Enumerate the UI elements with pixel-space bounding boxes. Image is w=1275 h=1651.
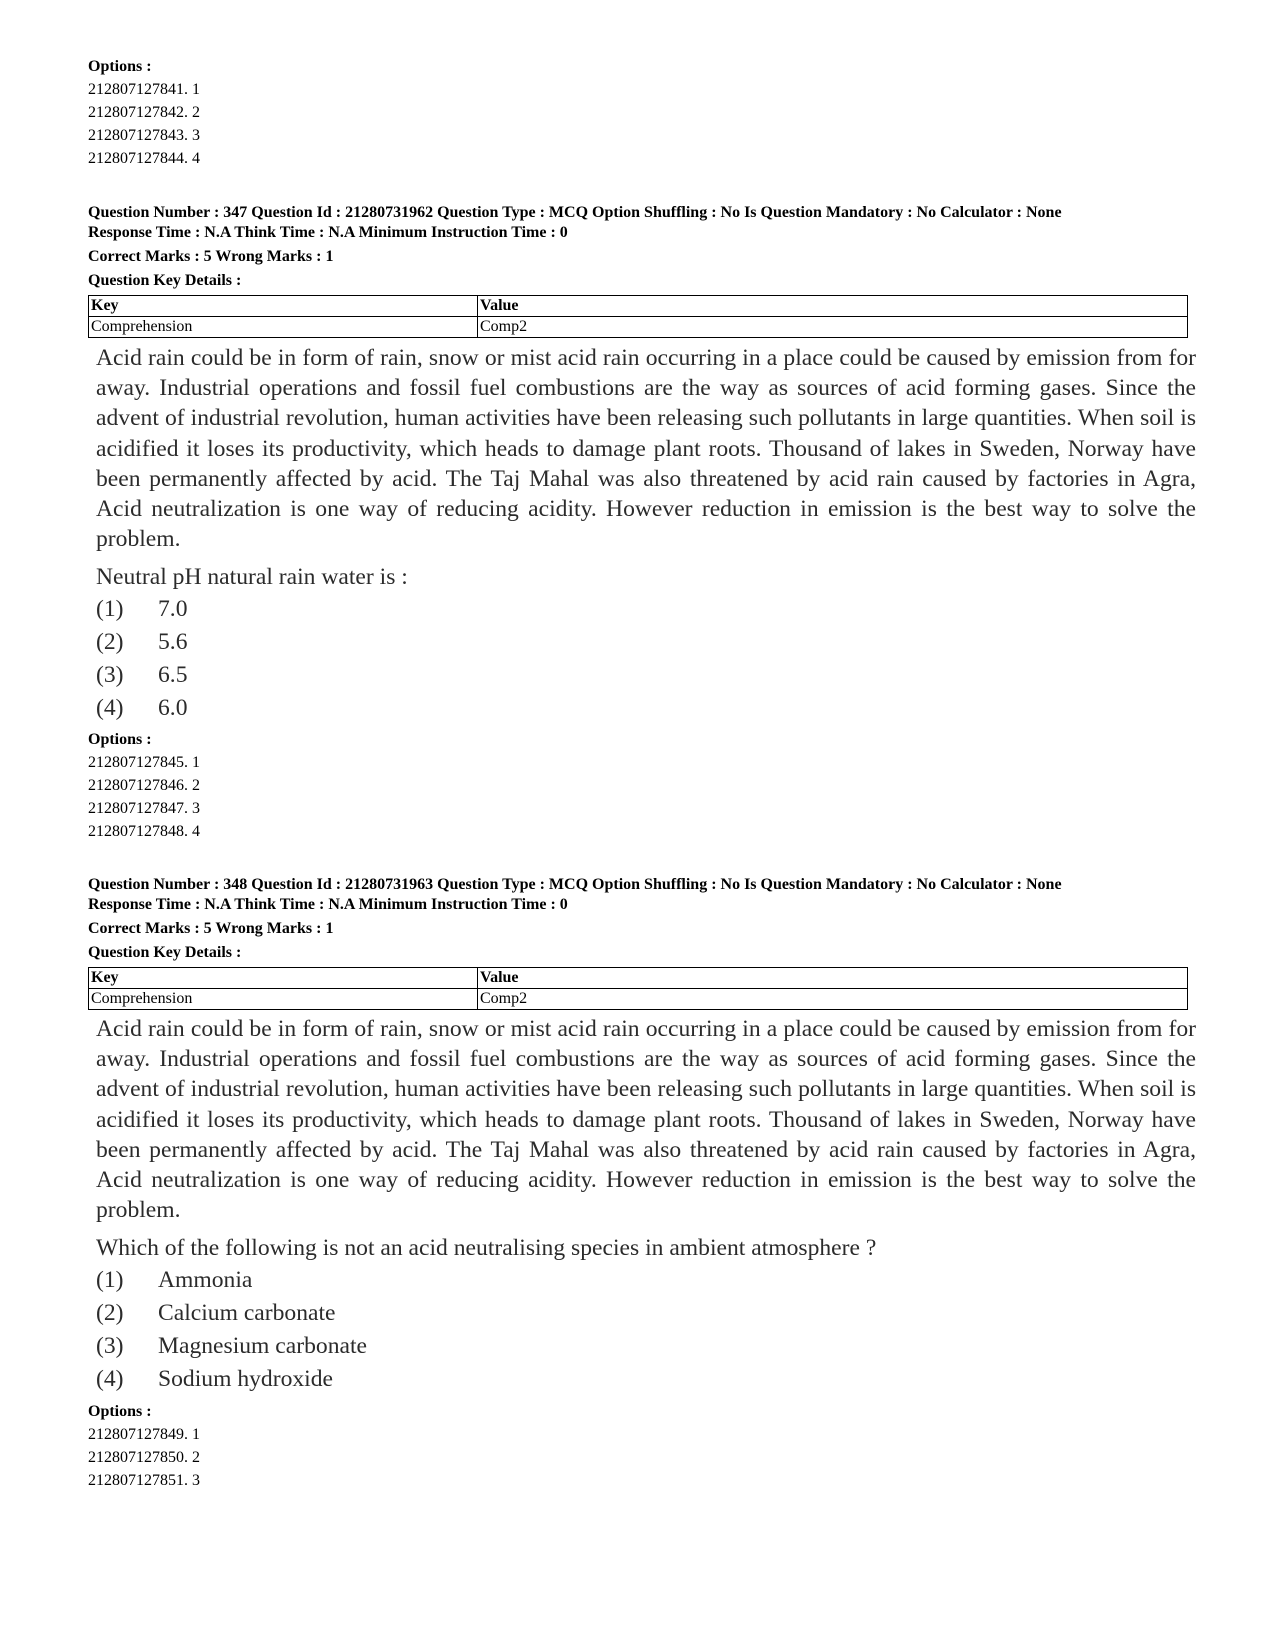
question-key-details-label: Question Key Details : xyxy=(88,272,242,289)
choice-text: 6.0 xyxy=(158,695,188,721)
table-row xyxy=(89,317,1188,338)
key-cell: Comprehension xyxy=(89,317,478,338)
choice-number: (4) xyxy=(96,1366,124,1392)
choice-item xyxy=(96,593,1196,626)
top-options xyxy=(88,58,1188,170)
question-348-header xyxy=(88,875,1188,1010)
option-line: 212807127845. 1 xyxy=(88,754,200,771)
choice-text: Sodium hydroxide xyxy=(158,1366,333,1392)
choice-item xyxy=(96,659,1196,692)
choice-item xyxy=(96,692,1196,725)
option-line: 212807127844. 4 xyxy=(88,150,200,167)
choice-number: (2) xyxy=(96,1300,124,1326)
question-347-passage: Acid rain could be in form of rain, snow or mist acid rain occurring in a place could be caused by emission from for away. Industrial operations and fossil fuel combustions are the way as sources of acid forming gases. Since the advent of industrial revolution, human activities have been releasing such pollutants in large quantities. When soil is acidified it loses its productivity, which heads to damage plant roots. Thousand of lakes in Sweden, Norway have been permanently affected by acid. The Taj Mahal was also threatened by acid rain caused by factories in Agra, Acid neutralization is one way of reducing acidity. However reduction in emission is the best way to solve the problem. xyxy=(96,345,1196,553)
choice-text: Calcium carbonate xyxy=(158,1300,336,1326)
question-347-options xyxy=(88,731,1188,843)
choice-item xyxy=(96,1264,1196,1297)
option-line: 212807127849. 1 xyxy=(88,1426,200,1443)
choice-item xyxy=(96,626,1196,659)
question-marks: Correct Marks : 5 Wrong Marks : 1 xyxy=(88,920,334,937)
options-label: Options : xyxy=(88,731,152,748)
choice-number: (3) xyxy=(96,662,124,688)
question-347-header xyxy=(88,203,1188,338)
question-347-body xyxy=(96,561,1196,725)
question-stem: Which of the following is not an acid neutralising species in ambient atmosphere ? xyxy=(96,1235,877,1261)
key-header: Key xyxy=(89,968,478,989)
value-cell: Comp2 xyxy=(478,317,1188,338)
choice-number: (1) xyxy=(96,596,124,622)
choice-number: (1) xyxy=(96,1267,124,1293)
choice-item xyxy=(96,1330,1196,1363)
choice-text: 5.6 xyxy=(158,629,188,655)
choice-number: (4) xyxy=(96,695,124,721)
question-348-passage: Acid rain could be in form of rain, snow or mist acid rain occurring in a place could be caused by emission from for away. Industrial operations and fossil fuel combustions are the way as sources of acid forming gases. Since the advent of industrial revolution, human activities have been releasing such pollutants in large quantities. When soil is acidified it loses its productivity, which heads to damage plant roots. Thousand of lakes in Sweden, Norway have been permanently affected by acid. The Taj Mahal was also threatened by acid rain caused by factories in Agra, Acid neutralization is one way of reducing acidity. However reduction in emission is the best way to solve the problem. xyxy=(96,1016,1196,1224)
value-header: Value xyxy=(478,296,1188,317)
question-key-details-label: Question Key Details : xyxy=(88,944,242,961)
question-348-body xyxy=(96,1232,1196,1396)
option-line: 212807127842. 2 xyxy=(88,104,200,121)
table-header-row xyxy=(89,296,1188,317)
option-line: 212807127848. 4 xyxy=(88,823,200,840)
question-meta-timing: Response Time : N.A Think Time : N.A Minimum Instruction Time : 0 xyxy=(88,224,568,241)
options-label: Options : xyxy=(88,58,152,75)
options-label: Options : xyxy=(88,1403,152,1420)
question-key-table xyxy=(88,967,1188,1010)
option-line: 212807127850. 2 xyxy=(88,1449,200,1466)
question-key-table xyxy=(88,295,1188,338)
question-meta: Question Number : 348 Question Id : 21280731963 Question Type : MCQ Option Shuffling : No Is Question Mandatory : No Calculator : None xyxy=(88,876,1062,893)
choice-text: 7.0 xyxy=(158,596,188,622)
value-cell: Comp2 xyxy=(478,989,1188,1010)
option-line: 212807127846. 2 xyxy=(88,777,200,794)
question-348-options xyxy=(88,1403,1188,1492)
table-row xyxy=(89,989,1188,1010)
option-line: 212807127843. 3 xyxy=(88,127,200,144)
option-line: 212807127841. 1 xyxy=(88,81,200,98)
choice-text: 6.5 xyxy=(158,662,188,688)
choice-number: (3) xyxy=(96,1333,124,1359)
choice-item xyxy=(96,1363,1196,1396)
choice-number: (2) xyxy=(96,629,124,655)
value-header: Value xyxy=(478,968,1188,989)
question-marks: Correct Marks : 5 Wrong Marks : 1 xyxy=(88,248,334,265)
choice-item xyxy=(96,1297,1196,1330)
key-header: Key xyxy=(89,296,478,317)
question-stem: Neutral pH natural rain water is : xyxy=(96,564,408,590)
option-line: 212807127847. 3 xyxy=(88,800,200,817)
option-line: 212807127851. 3 xyxy=(88,1472,200,1489)
choice-text: Magnesium carbonate xyxy=(158,1333,367,1359)
table-header-row xyxy=(89,968,1188,989)
key-cell: Comprehension xyxy=(89,989,478,1010)
choice-text: Ammonia xyxy=(158,1267,253,1293)
question-meta: Question Number : 347 Question Id : 21280731962 Question Type : MCQ Option Shuffling : No Is Question Mandatory : No Calculator : None xyxy=(88,204,1062,221)
question-meta-timing: Response Time : N.A Think Time : N.A Minimum Instruction Time : 0 xyxy=(88,896,568,913)
